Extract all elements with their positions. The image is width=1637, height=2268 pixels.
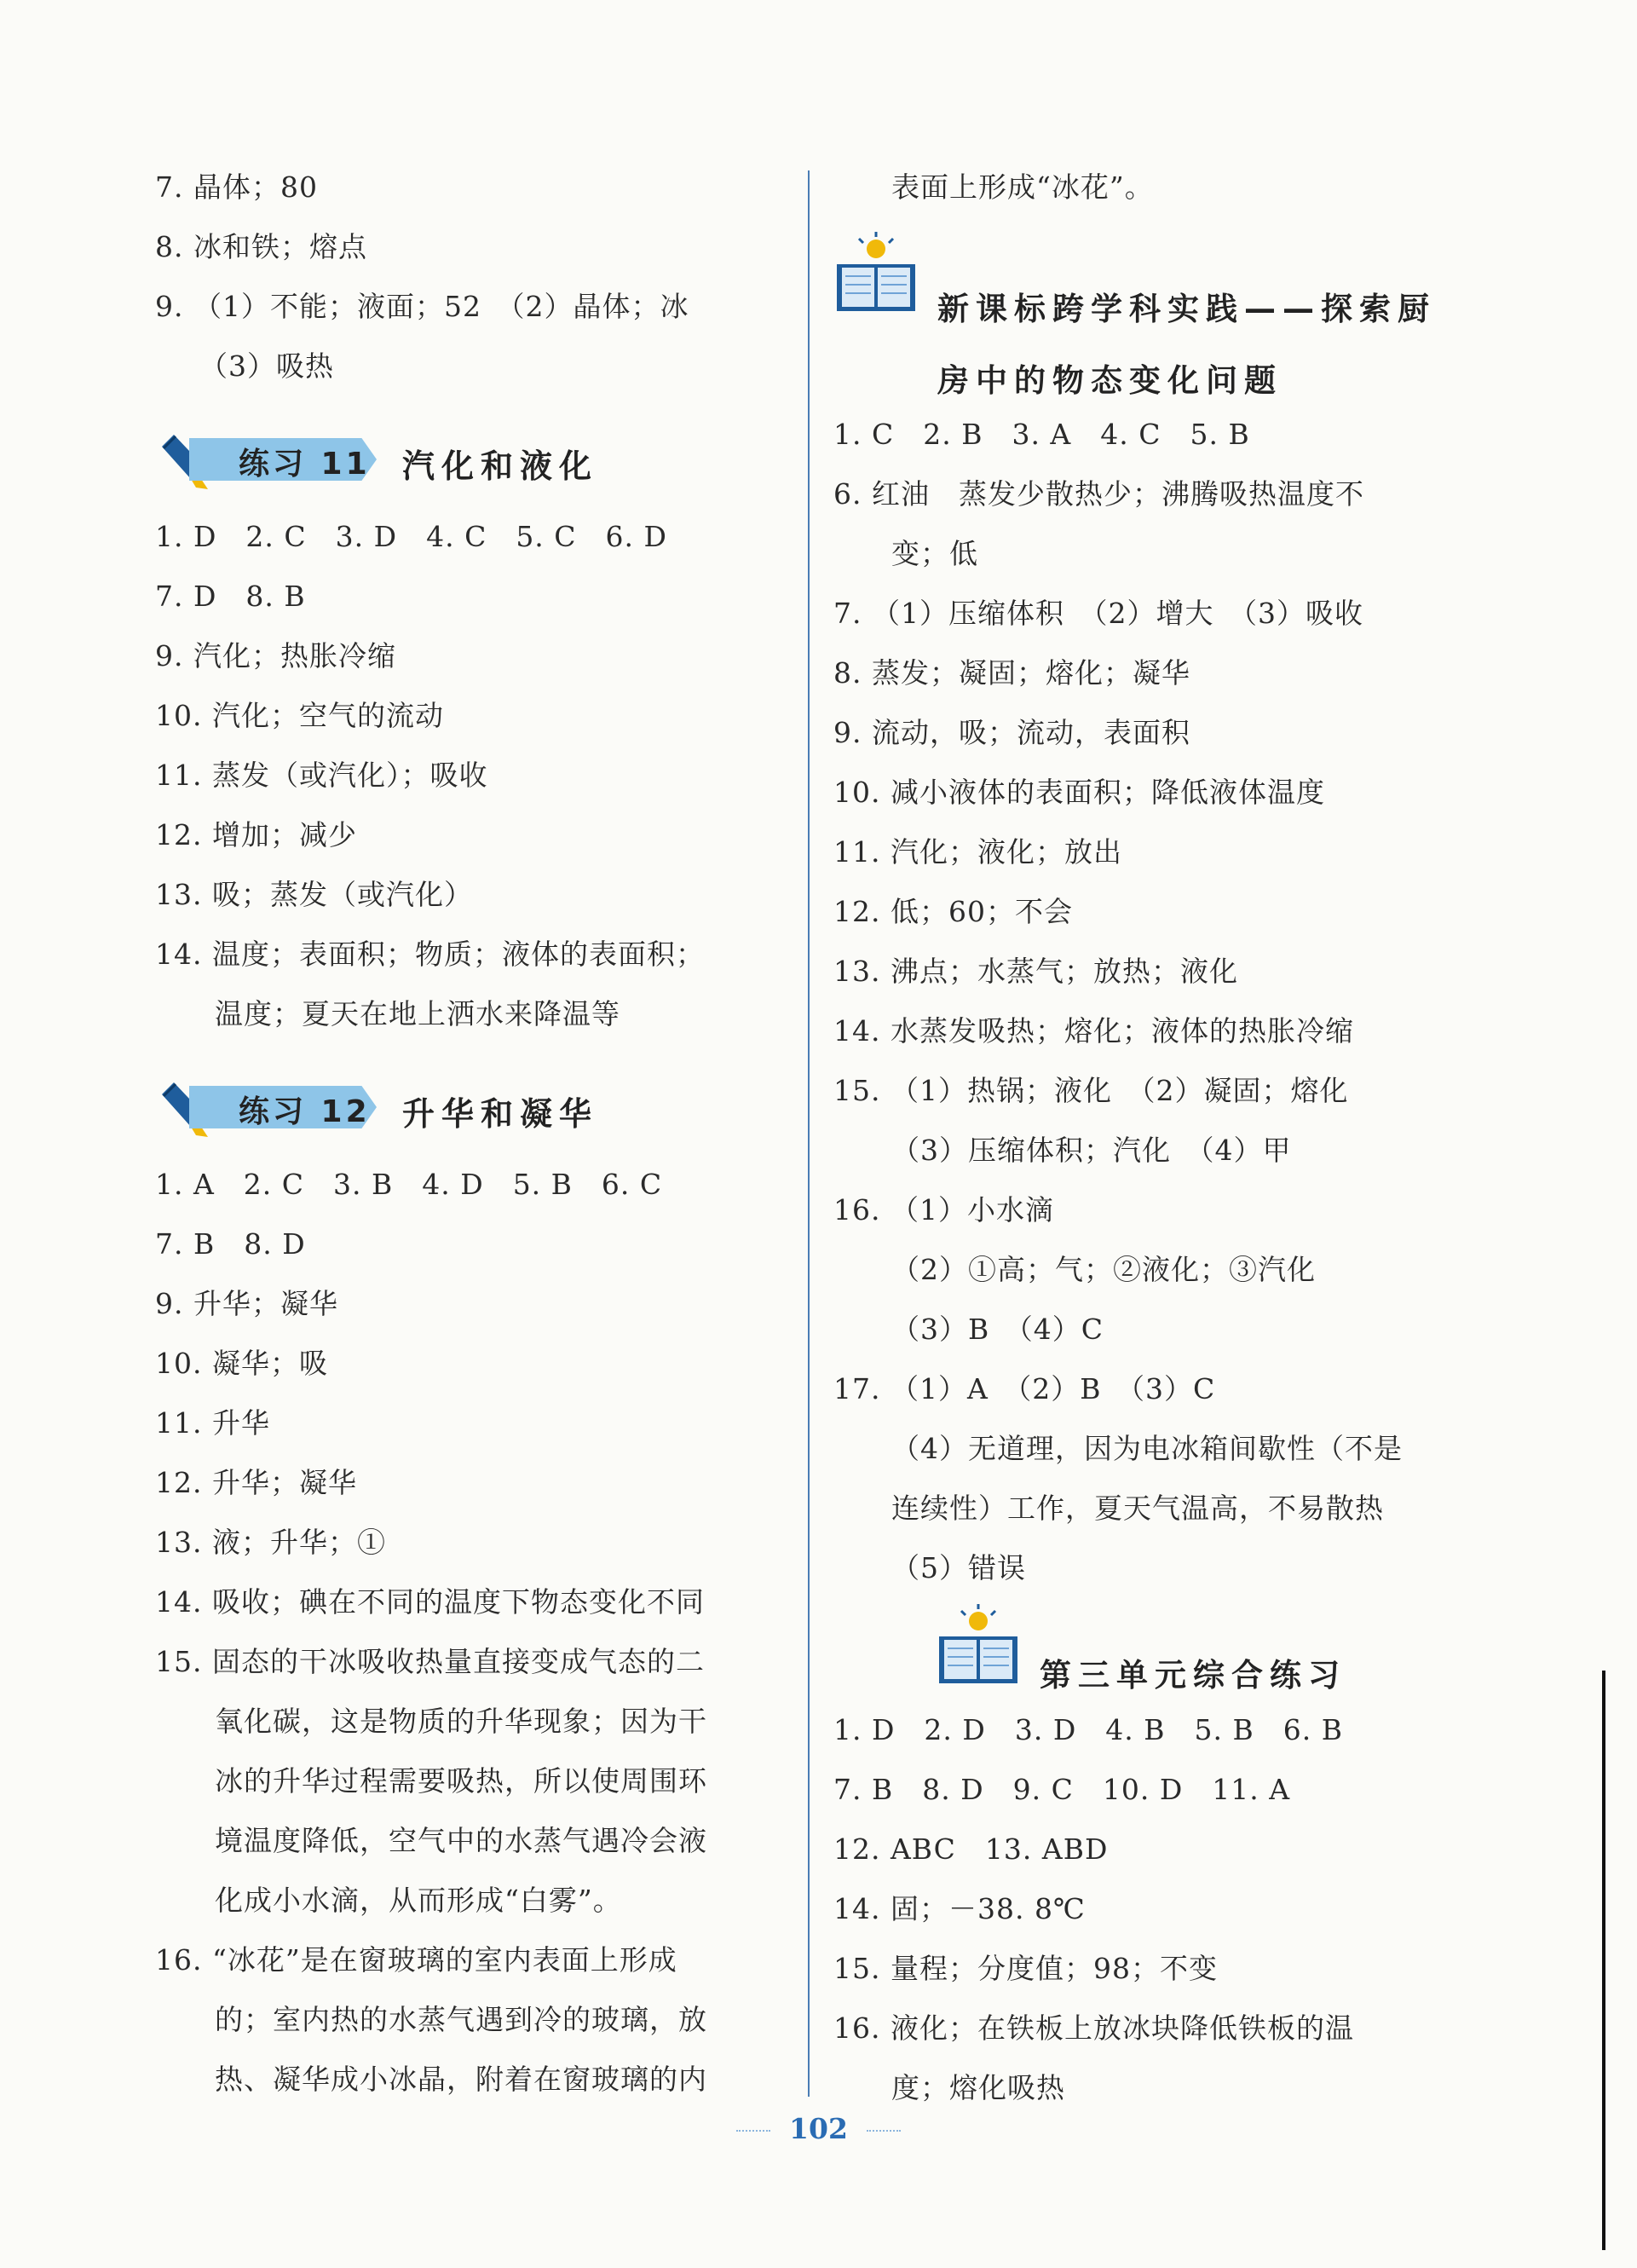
page-edge-line xyxy=(1602,1671,1605,2250)
answer-line: （3）压缩体积；汽化 （4）甲 xyxy=(891,1134,1292,1167)
answer-line: 境温度降低，空气中的水蒸气遇冷会液 xyxy=(215,1824,707,1857)
section-title: 升华和凝华 xyxy=(402,1095,599,1133)
answer-line: 温度；夏天在地上洒水来降温等 xyxy=(215,997,620,1030)
answer-line: 9. 流动，吸；流动，表面积 xyxy=(833,716,1190,749)
answer-line: 11. 升华 xyxy=(155,1406,270,1440)
answer-line: 7. 晶体；80 xyxy=(155,170,318,204)
answer-line: 13. 吸；蒸发（或汽化） xyxy=(155,878,473,911)
answer-line: 7. D 8. B xyxy=(155,580,306,613)
answer-line: 7. （1）压缩体积 （2）增大 （3）吸收 xyxy=(833,597,1363,630)
answer-line: （3）吸热 xyxy=(199,349,334,383)
answer-line: 的；室内热的水蒸气遇到冷的玻璃，放 xyxy=(215,2003,707,2036)
section-title: 房中的物态变化问题 xyxy=(937,362,1283,399)
answer-line: 11. 汽化；液化；放出 xyxy=(833,835,1122,869)
answer-line: 12. ABC 13. ABD xyxy=(833,1832,1109,1866)
answer-line: 度；熔化吸热 xyxy=(891,2071,1065,2104)
answer-line: 12. 升华；凝华 xyxy=(155,1466,357,1499)
answer-line: （5）错误 xyxy=(891,1551,1026,1584)
section-header-11 xyxy=(155,423,769,491)
answer-line: 冰的升华过程需要吸热，所以使周围环 xyxy=(215,1764,707,1798)
answer-line: 7. B 8. D xyxy=(155,1227,306,1261)
page-number-dots xyxy=(736,2130,770,2132)
answer-line: 连续性）工作，夏天气温高，不易散热 xyxy=(891,1492,1384,1525)
answer-line: 11. 蒸发（或汽化）；吸收 xyxy=(155,759,488,792)
answer-line: 变；低 xyxy=(891,537,978,570)
section-title: 第三单元综合练习 xyxy=(1040,1657,1346,1694)
answer-line: 14. 吸收；碘在不同的温度下物态变化不同 xyxy=(155,1585,705,1619)
answer-line: 热、凝华成小冰晶，附着在窗玻璃的内 xyxy=(215,2063,707,2096)
answer-line: 1. A 2. C 3. B 4. D 5. B 6. C xyxy=(155,1168,663,1201)
answer-line: 15. （1）热锅；液化 （2）凝固；熔化 xyxy=(833,1074,1349,1107)
answer-line: 14. 固；－38. 8℃ xyxy=(833,1892,1086,1925)
section-title: 新课标跨学科实践——探索厨 xyxy=(937,291,1436,327)
answer-line: 10. 凝华；吸 xyxy=(155,1347,328,1380)
page-number-dots xyxy=(867,2130,901,2132)
answer-line: 12. 增加；减少 xyxy=(155,818,357,851)
answer-line: 16. 液化；在铁板上放冰块降低铁板的温 xyxy=(833,2011,1354,2045)
answer-line: 化成小水滴，从而形成“白雾”。 xyxy=(215,1884,622,1917)
answer-line: 1. D 2. C 3. D 4. C 5. C 6. D xyxy=(155,520,667,553)
answer-line: 15. 固态的干冰吸收热量直接变成气态的二 xyxy=(155,1645,705,1678)
answer-line: 1. D 2. D 3. D 4. B 5. B 6. B xyxy=(833,1713,1343,1746)
answer-line: 14. 温度；表面积；物质；液体的表面积； xyxy=(155,938,705,971)
answer-line: 13. 沸点；水蒸气；放热；液化 xyxy=(833,955,1238,988)
answer-line: 12. 低；60；不会 xyxy=(833,895,1073,928)
answer-line: 8. 蒸发；凝固；熔化；凝华 xyxy=(833,656,1190,690)
answer-line: （4）无道理，因为电冰箱间歇性（不是 xyxy=(891,1432,1403,1465)
answer-line: 7. B 8. D 9. C 10. D 11. A xyxy=(833,1773,1291,1806)
answer-line: 13. 液；升华；① xyxy=(155,1526,386,1559)
book-lamp-icon xyxy=(936,1602,1021,1688)
section-code: 练习 11 xyxy=(239,447,371,482)
answer-line: 16. “冰花”是在窗玻璃的室内表面上形成 xyxy=(155,1943,677,1977)
answer-line: 16. （1）小水滴 xyxy=(833,1193,1054,1226)
section-title: 汽化和液化 xyxy=(402,447,599,485)
column-divider xyxy=(808,170,810,2097)
page-number-text: 102 xyxy=(789,2112,848,2145)
answer-line: 表面上形成“冰花”。 xyxy=(891,170,1154,204)
answer-line: （3）B （4）C xyxy=(891,1313,1104,1346)
answer-line: 9. 升华；凝华 xyxy=(155,1287,338,1320)
answer-line: 10. 汽化；空气的流动 xyxy=(155,699,444,732)
answer-line: 17. （1）A （2）B （3）C xyxy=(833,1372,1216,1405)
page-number xyxy=(0,2112,1637,2145)
answer-line: 8. 冰和铁；熔点 xyxy=(155,230,367,263)
answer-line: 9. （1）不能；液面；52 （2）晶体；冰 xyxy=(155,290,689,323)
answer-line: 9. 汽化；热胀冷缩 xyxy=(155,639,396,672)
book-lamp-icon xyxy=(833,230,919,315)
answer-line: 15. 量程；分度值；98；不变 xyxy=(833,1952,1218,1985)
answer-line: 14. 水蒸发吸热；熔化；液体的热胀冷缩 xyxy=(833,1014,1354,1047)
section-header-12 xyxy=(155,1071,769,1139)
answer-line: 6. 红油 蒸发少散热少；沸腾吸热温度不 xyxy=(833,477,1364,511)
answer-line: 氧化碳，这是物质的升华现象；因为干 xyxy=(215,1705,707,1738)
answer-line: 10. 减小液体的表面积；降低液体温度 xyxy=(833,776,1325,809)
answer-line: 1. C 2. B 3. A 4. C 5. B xyxy=(833,418,1250,451)
section-code: 练习 12 xyxy=(239,1094,371,1129)
answer-line: （2）①高；气；②液化；③汽化 xyxy=(891,1253,1316,1286)
